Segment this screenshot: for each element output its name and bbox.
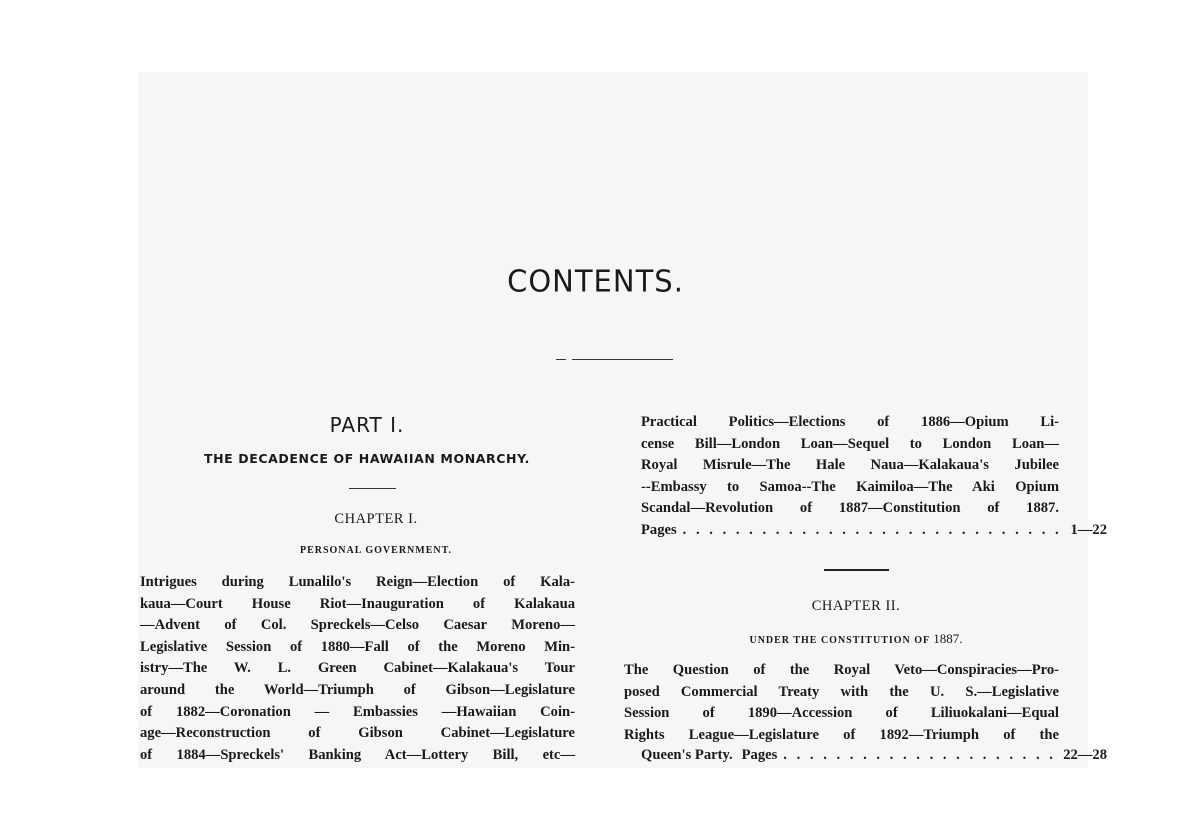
chapter-1-summary-part-1 [140, 572, 575, 766]
summary-line: Legislative Session of 1880—Fall of the Moreno Min- [140, 638, 575, 655]
summary-line: kaua—Court House Riot—Inauguration of Kalakaua [140, 595, 575, 612]
title-divider [572, 359, 673, 360]
part-subtitle: THE DECADENCE OF HAWAIIAN MONARCHY. [203, 451, 531, 466]
chapter-divider [824, 569, 889, 571]
left-column [140, 410, 558, 466]
pages-range: 22—28 [1063, 747, 1107, 763]
chapter-2-subtitle [656, 631, 1056, 647]
title-divider-short [556, 359, 566, 360]
summary-line: istry—The W. L. Green Cabinet—Kalakaua's Tour [140, 660, 575, 677]
pages-label: Pages [641, 522, 677, 538]
summary-line: Rights League—Legislature of 1892—Triumph of the [624, 726, 1059, 743]
pages-range: 1—22 [1070, 522, 1107, 538]
summary-line: around the World—Triumph of Gibson—Legislature [140, 681, 575, 698]
summary-line: —Advent of Col. Spreckels—Celso Caesar Moreno— [140, 617, 575, 634]
summary-line: of 1884—Spreckels' Banking Act—Lottery Bill, etc— [140, 746, 575, 763]
summary-line: posed Commercial Treaty with the U. S.—Legislative [624, 683, 1059, 700]
pages-label: Pages [741, 747, 778, 763]
chapter-2-pages [624, 747, 1107, 764]
leader-dots [683, 522, 1065, 539]
summary-line: Intrigues during Lunalilo's Reign—Election of Kala- [140, 574, 575, 590]
summary-line: of 1882—Coronation — Embassies —Hawaiian Coin- [140, 703, 575, 720]
summary-line: Session of 1890—Accession of Liliuokalani—Equal [624, 705, 1059, 722]
page-title: CONTENTS. [507, 263, 684, 299]
summary-line: --Embassy to Samoa--The Kaimiloa—The Aki Opium [641, 478, 1059, 495]
chapter-2-subtitle-year: 1887. [933, 631, 963, 646]
leader-dots [783, 747, 1057, 764]
chapter-2-last-line: Queen's Party. [641, 747, 733, 763]
chapter-2-subtitle-text: UNDER THE CONSTITUTION OF [749, 635, 930, 646]
summary-line: Royal Misrule—The Hale Naua—Kalakaua's Jubilee [641, 457, 1059, 474]
part-heading: PART I. [329, 413, 405, 437]
summary-line: cense Bill—London Loan—Sequel to London Loan— [641, 435, 1059, 452]
chapter-2-summary [624, 660, 1059, 746]
chapter-2-title: CHAPTER II. [811, 598, 901, 614]
chapter-1-pages [624, 522, 1107, 539]
summary-line: Practical Politics—Elections of 1886—Opium Li- [641, 414, 1059, 430]
chapter-1-summary-part-2 [624, 412, 1059, 520]
summary-line: age—Reconstruction of Gibson Cabinet—Legislature [140, 725, 575, 742]
part-divider [349, 488, 396, 489]
summary-line: The Question of the Royal Veto—Conspiracies—Pro- [624, 662, 1059, 678]
chapter-1-subtitle: PERSONAL GOVERNMENT. [299, 545, 453, 556]
chapter-1-title: CHAPTER I. [334, 511, 418, 527]
summary-line: Scandal—Revolution of 1887—Constitution of 1887. [641, 500, 1059, 517]
